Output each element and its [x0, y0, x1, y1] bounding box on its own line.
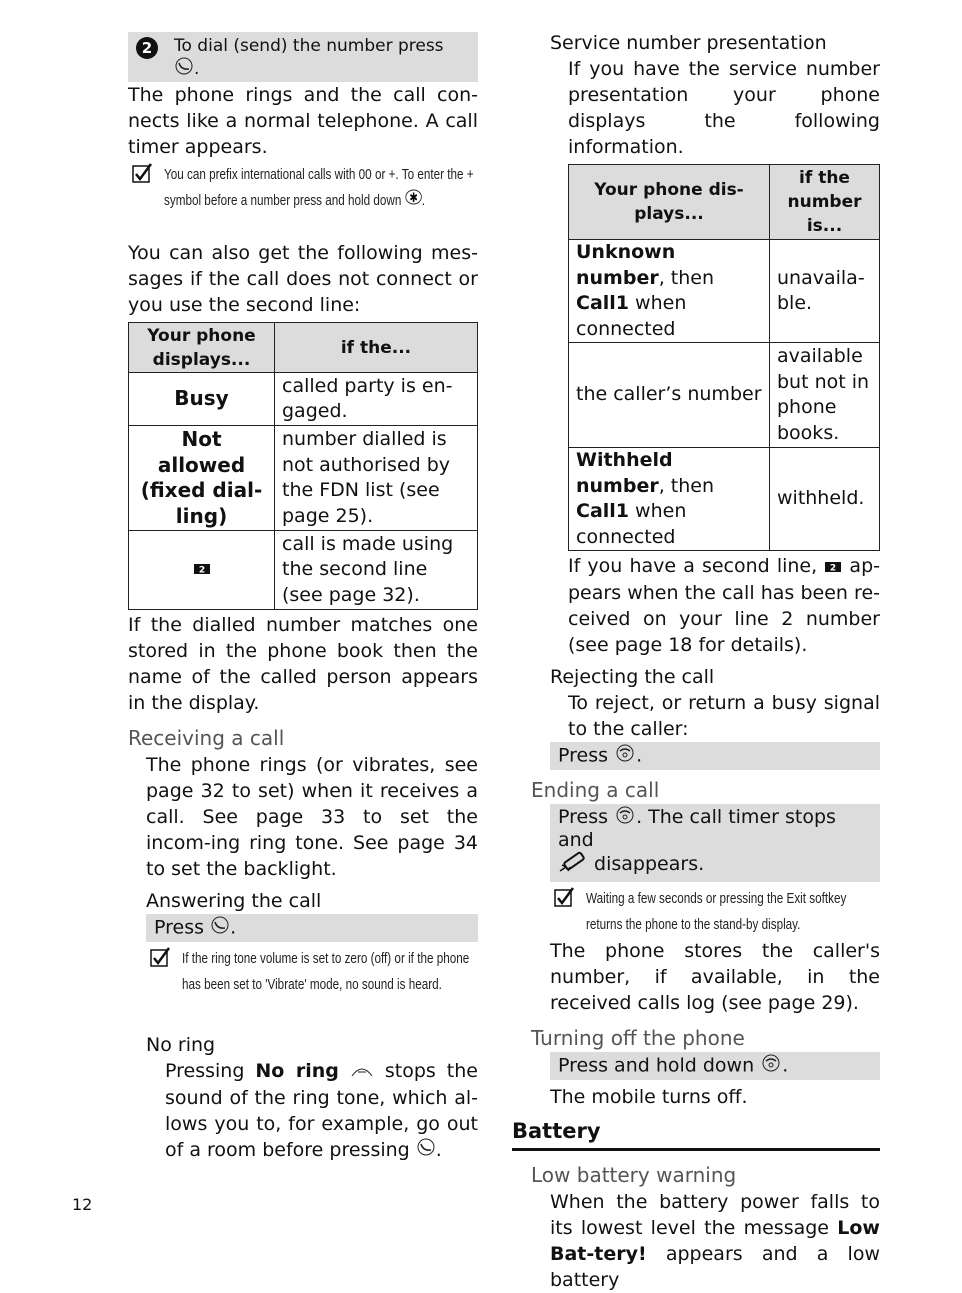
low-battery-heading: Low battery warning — [531, 1162, 737, 1187]
exit-softkey-note — [550, 886, 880, 938]
table1-cell-not-allowed-meaning: number dialled is not authorised by the FDN list (see page 25). — [275, 426, 478, 531]
table2-header-display: Your phone dis-plays... — [569, 165, 770, 240]
prefix-note: You can prefix international calls with 00 or +. To enter the + symbol before a number press and hold down ✱ . — [128, 162, 478, 240]
table2-cell-unknown-meaning: unavaila-ble. — [770, 240, 880, 343]
table1-cell-busy-meaning: called party is en-gaged. — [275, 373, 478, 426]
end-key-icon — [760, 1054, 782, 1078]
table1-cell-line2 — [129, 531, 275, 610]
checkmark-icon — [132, 163, 154, 192]
prefix-note-text: You can prefix international calls with 00 or +. To enter the + symbol before a number press and hold down — [164, 166, 474, 209]
dialled-paragraph: If the dialled number matches one stored in the phone book then the name of the called person appears in the display. — [128, 614, 478, 714]
low-battery-paragraph: When the battery power falls to its lowest level the message Low Bat-tery! appears and a low battery — [550, 1190, 880, 1291]
line2-icon — [824, 554, 842, 580]
low-battery-message: Low Bat-tery! — [550, 1216, 880, 1265]
receiving-heading: Receiving a call — [128, 726, 285, 750]
exit-softkey-note-text: Waiting a few seconds or pressing the Exit softkey returns the phone to the stand-by display. — [586, 889, 847, 933]
checkmark-icon — [554, 887, 576, 916]
send-key-icon — [416, 1137, 436, 1163]
no-ring-softkey-label: No ring — [255, 1060, 339, 1082]
press-answer-text: Press — [154, 916, 205, 939]
line2-icon — [193, 557, 211, 583]
page-number: 12 — [72, 1195, 93, 1214]
ring-volume-note-text: If the ring tone volume is set to zero (off) or if the phone has been set to 'Vibrate' mode, no sound is heard. — [182, 950, 470, 993]
send-key-icon — [210, 916, 230, 940]
table1-cell-line2-meaning: call is made using the second line (see page 32). — [275, 531, 478, 610]
send-key-icon — [174, 57, 194, 81]
table1-cell-busy: Busy — [129, 373, 275, 426]
table2-header-number: if the number is... — [770, 165, 880, 240]
table2-cell-withheld: Withheld number, then Call1 when connected — [569, 448, 770, 551]
left-column — [128, 32, 478, 1163]
table2-cell-unknown: Unknown number, then Call1 when connected — [569, 240, 770, 343]
press-end-bar: Press . The call timer stops and disappears. — [550, 804, 880, 882]
right-column — [512, 30, 880, 1293]
end-key-icon — [614, 806, 636, 829]
table2-cell-withheld-meaning: withheld. — [770, 448, 880, 551]
step-2-text: To dial (send) the number press — [174, 36, 444, 56]
step-2-icon: 2 — [136, 37, 158, 59]
receiving-paragraph: The phone rings (or vibrates, see page 32 to set) when it receives a call. See page 33 to set the incom-ing ring tone. See page 34 to set the backlight. — [146, 754, 478, 880]
messages-paragraph: You can also get the following mes-sages if the call does not connect or you use the second line: — [128, 242, 478, 316]
press-answer-bar: Press . — [146, 914, 478, 942]
rejecting-heading: Rejecting the call — [550, 665, 715, 688]
checkmark-icon — [150, 947, 172, 976]
messages-table — [128, 322, 478, 610]
service-paragraph: If you have the service number presentation your phone displays the following information. — [568, 58, 880, 158]
call-timer-icon — [558, 851, 588, 878]
rings-paragraph: The phone rings and the call con-nects like a normal telephone. A call timer appears. — [128, 84, 478, 158]
second-line-paragraph: If you have a second line, 2 ap-pears when the call has been re-ceived on your line 2 number (see page 18 for details). — [568, 555, 880, 656]
table2-cell-callers-number-meaning: available but not in phone books. — [770, 343, 880, 448]
table1-cell-not-allowed: Not allowed (fixed dial-ling) — [129, 426, 275, 531]
press-hold-bar: Press and hold down . — [550, 1052, 880, 1080]
table1-header-display: Your phone displays... — [129, 323, 275, 373]
rejecting-paragraph: To reject, or return a busy signal to the caller: — [568, 691, 880, 740]
svg-text:✱: ✱ — [408, 189, 418, 206]
press-reject-bar: Press . — [550, 742, 880, 770]
no-ring-heading: No ring — [146, 1034, 216, 1056]
end-key-icon — [614, 744, 636, 768]
turnoff-heading: Turning off the phone — [531, 1025, 745, 1050]
turns-off-paragraph: The mobile turns off. — [550, 1085, 748, 1108]
step-2-bar: 2 To dial (send) the number press . — [128, 32, 478, 82]
answering-heading: Answering the call — [146, 890, 322, 912]
softkey-icon — [350, 1059, 374, 1085]
table2-cell-callers-number: the caller’s number — [569, 343, 770, 448]
star-key-icon — [405, 188, 422, 214]
service-table — [568, 164, 880, 551]
ring-volume-note — [146, 946, 478, 1026]
battery-heading: Battery — [512, 1118, 880, 1151]
ending-heading: Ending a call — [531, 777, 660, 802]
service-heading: Service number presentation — [550, 32, 827, 54]
stores-paragraph: The phone stores the caller's number, if available, in the received calls log (see page 29). — [550, 939, 880, 1014]
svg-text:2: 2 — [830, 563, 837, 573]
svg-text:2: 2 — [198, 565, 205, 576]
table1-header-meaning: if the... — [275, 323, 478, 373]
no-ring-paragraph: Pressing No ring stops the sound of the ring tone, which al-lows you to, for example, go out of a room before pressing . — [128, 1058, 478, 1163]
